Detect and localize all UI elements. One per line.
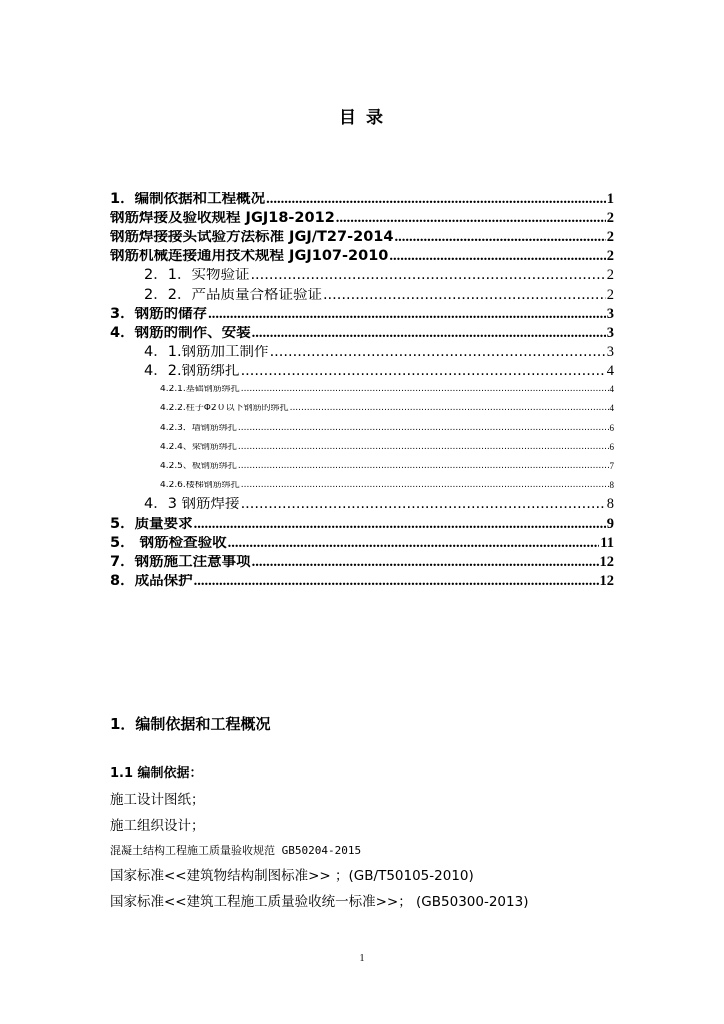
toc-entry[interactable] [110,555,614,570]
toc-leader [241,385,609,394]
toc-entry-text: 4.2.6.楼梯钢筋绑扎 [160,481,240,490]
toc-leader [270,345,606,360]
toc-entry[interactable] [144,345,614,360]
toc-leader [250,268,605,283]
toc-entry-page: 4 [609,404,614,413]
body-line: 国家标准<<建筑工程施工质量验收统一标准>>； (GB50300-2013) [110,894,529,910]
toc-entry[interactable] [160,404,614,413]
toc-entry[interactable] [144,497,614,512]
toc-entry[interactable] [144,268,614,283]
toc-entry[interactable] [110,249,614,264]
body-line: 施工组织设计； [110,818,205,834]
toc-entry-text: 1．编制依据和工程概况 [110,192,266,207]
toc-entry-text: 钢筋焊接及验收规程 JGJ18-2012 [110,211,335,226]
toc-leader [389,249,605,264]
toc-entry-text: 2．2．产品质量合格证验证 [144,288,322,303]
page-number: 1 [359,953,365,964]
toc-leader [290,404,609,413]
toc-entry-page: 3 [606,307,614,322]
toc-entry[interactable] [160,462,614,471]
body-line: 施工设计图纸； [110,792,205,808]
toc-entry-text: 钢筋焊接接头试验方法标准 JGJ/T27-2014 [110,230,394,245]
body-line: 混凝土结构工程施工质量验收规范 GB50204-2015 [110,844,362,857]
toc-entry[interactable] [160,443,614,452]
toc-entry-text: 8．成品保护 [110,574,193,589]
toc-entry-page: 3 [606,345,614,360]
toc-leader [238,424,609,433]
toc-entry-text: 4.2.2.柱子Φ2０以下钢筋的绑扎 [160,404,289,413]
toc-entry-page: 12 [599,555,614,570]
toc-entry-page: 4 [606,364,614,379]
toc-entry-page: 2 [606,288,614,303]
toc-entry-text: 4.2.1.基础钢筋绑扎 [160,385,240,394]
toc-leader [238,462,609,471]
toc-entry-text: 4.2.4、梁钢筋绑扎 [160,443,237,452]
toc-entry-page: 2 [606,249,614,264]
toc-entry-text: 4.2.5、板钢筋绑扎 [160,462,237,471]
toc-entry[interactable] [160,481,614,490]
toc-entry-text: 5．质量要求 [110,517,193,532]
toc-entry-page: 3 [606,326,614,341]
toc-entry-page: 2 [606,230,614,245]
toc-leader [194,517,606,532]
toc-leader [228,536,600,551]
toc-entry-page: 8 [606,497,614,512]
toc-entry[interactable] [110,211,614,226]
toc-leader [252,326,606,341]
toc-entry[interactable] [110,326,614,341]
toc-entry-text: 3．钢筋的储存 [110,307,208,322]
toc-entry[interactable] [110,536,614,551]
toc-entry-page: 2 [606,211,614,226]
toc-entry-page: 12 [599,574,614,589]
toc-entry[interactable] [110,192,614,207]
toc-leader [241,364,606,379]
toc-entry[interactable] [110,307,614,322]
toc-entry-text: 4．1.钢筋加工制作 [144,345,269,360]
toc-entry-page: 2 [606,268,614,283]
toc-entry-text: 4．3 钢筋焊接 [144,497,240,512]
toc-title: 目 录 [339,108,385,128]
toc-entry-page: 9 [606,517,614,532]
toc-entry[interactable] [160,424,614,433]
toc-leader [238,443,609,452]
toc-entry[interactable] [144,288,614,303]
body-line: 国家标准<<建筑物结构制图标准>> ；(GB/T50105-2010) [110,868,474,884]
toc-entry-text: 5． 钢筋检查验收 [110,536,227,551]
toc-entry-page: 6 [609,443,614,452]
subsection-heading: 1.1 编制依据： [110,766,203,781]
toc-leader [241,481,609,490]
toc-entry[interactable] [144,364,614,379]
toc-entry[interactable] [110,230,614,245]
toc-leader [252,555,599,570]
toc-entry-page: 7 [609,462,614,471]
toc-entry[interactable] [110,574,614,589]
toc-leader [241,497,606,512]
toc-entry-page: 8 [609,481,614,490]
toc-entry-page: 6 [609,424,614,433]
section-heading: 1．编制依据和工程概况 [110,715,271,733]
toc-leader [323,288,606,303]
toc-entry[interactable] [110,517,614,532]
toc-entry-text: 钢筋机械连接通用技术规程 JGJ107-2010 [110,249,389,264]
toc-leader [394,230,605,245]
toc-entry-page: 4 [609,385,614,394]
toc-entry-text: 4．钢筋的制作、安装 [110,326,251,341]
toc-leader [208,307,606,322]
toc-entry-page: 1 [606,192,614,207]
toc-entry[interactable] [160,385,614,394]
toc-entry-text: 2．1．实物验证 [144,268,250,283]
toc-entry-text: 4．2.钢筋绑扎 [144,364,240,379]
toc-entry-text: 7．钢筋施工注意事项 [110,555,251,570]
toc-leader [266,192,606,207]
toc-entry-page: 11 [600,536,614,551]
toc-leader [336,211,606,226]
toc-leader [194,574,599,589]
toc-entry-text: 4.2.3．墙钢筋绑扎 [160,424,237,433]
